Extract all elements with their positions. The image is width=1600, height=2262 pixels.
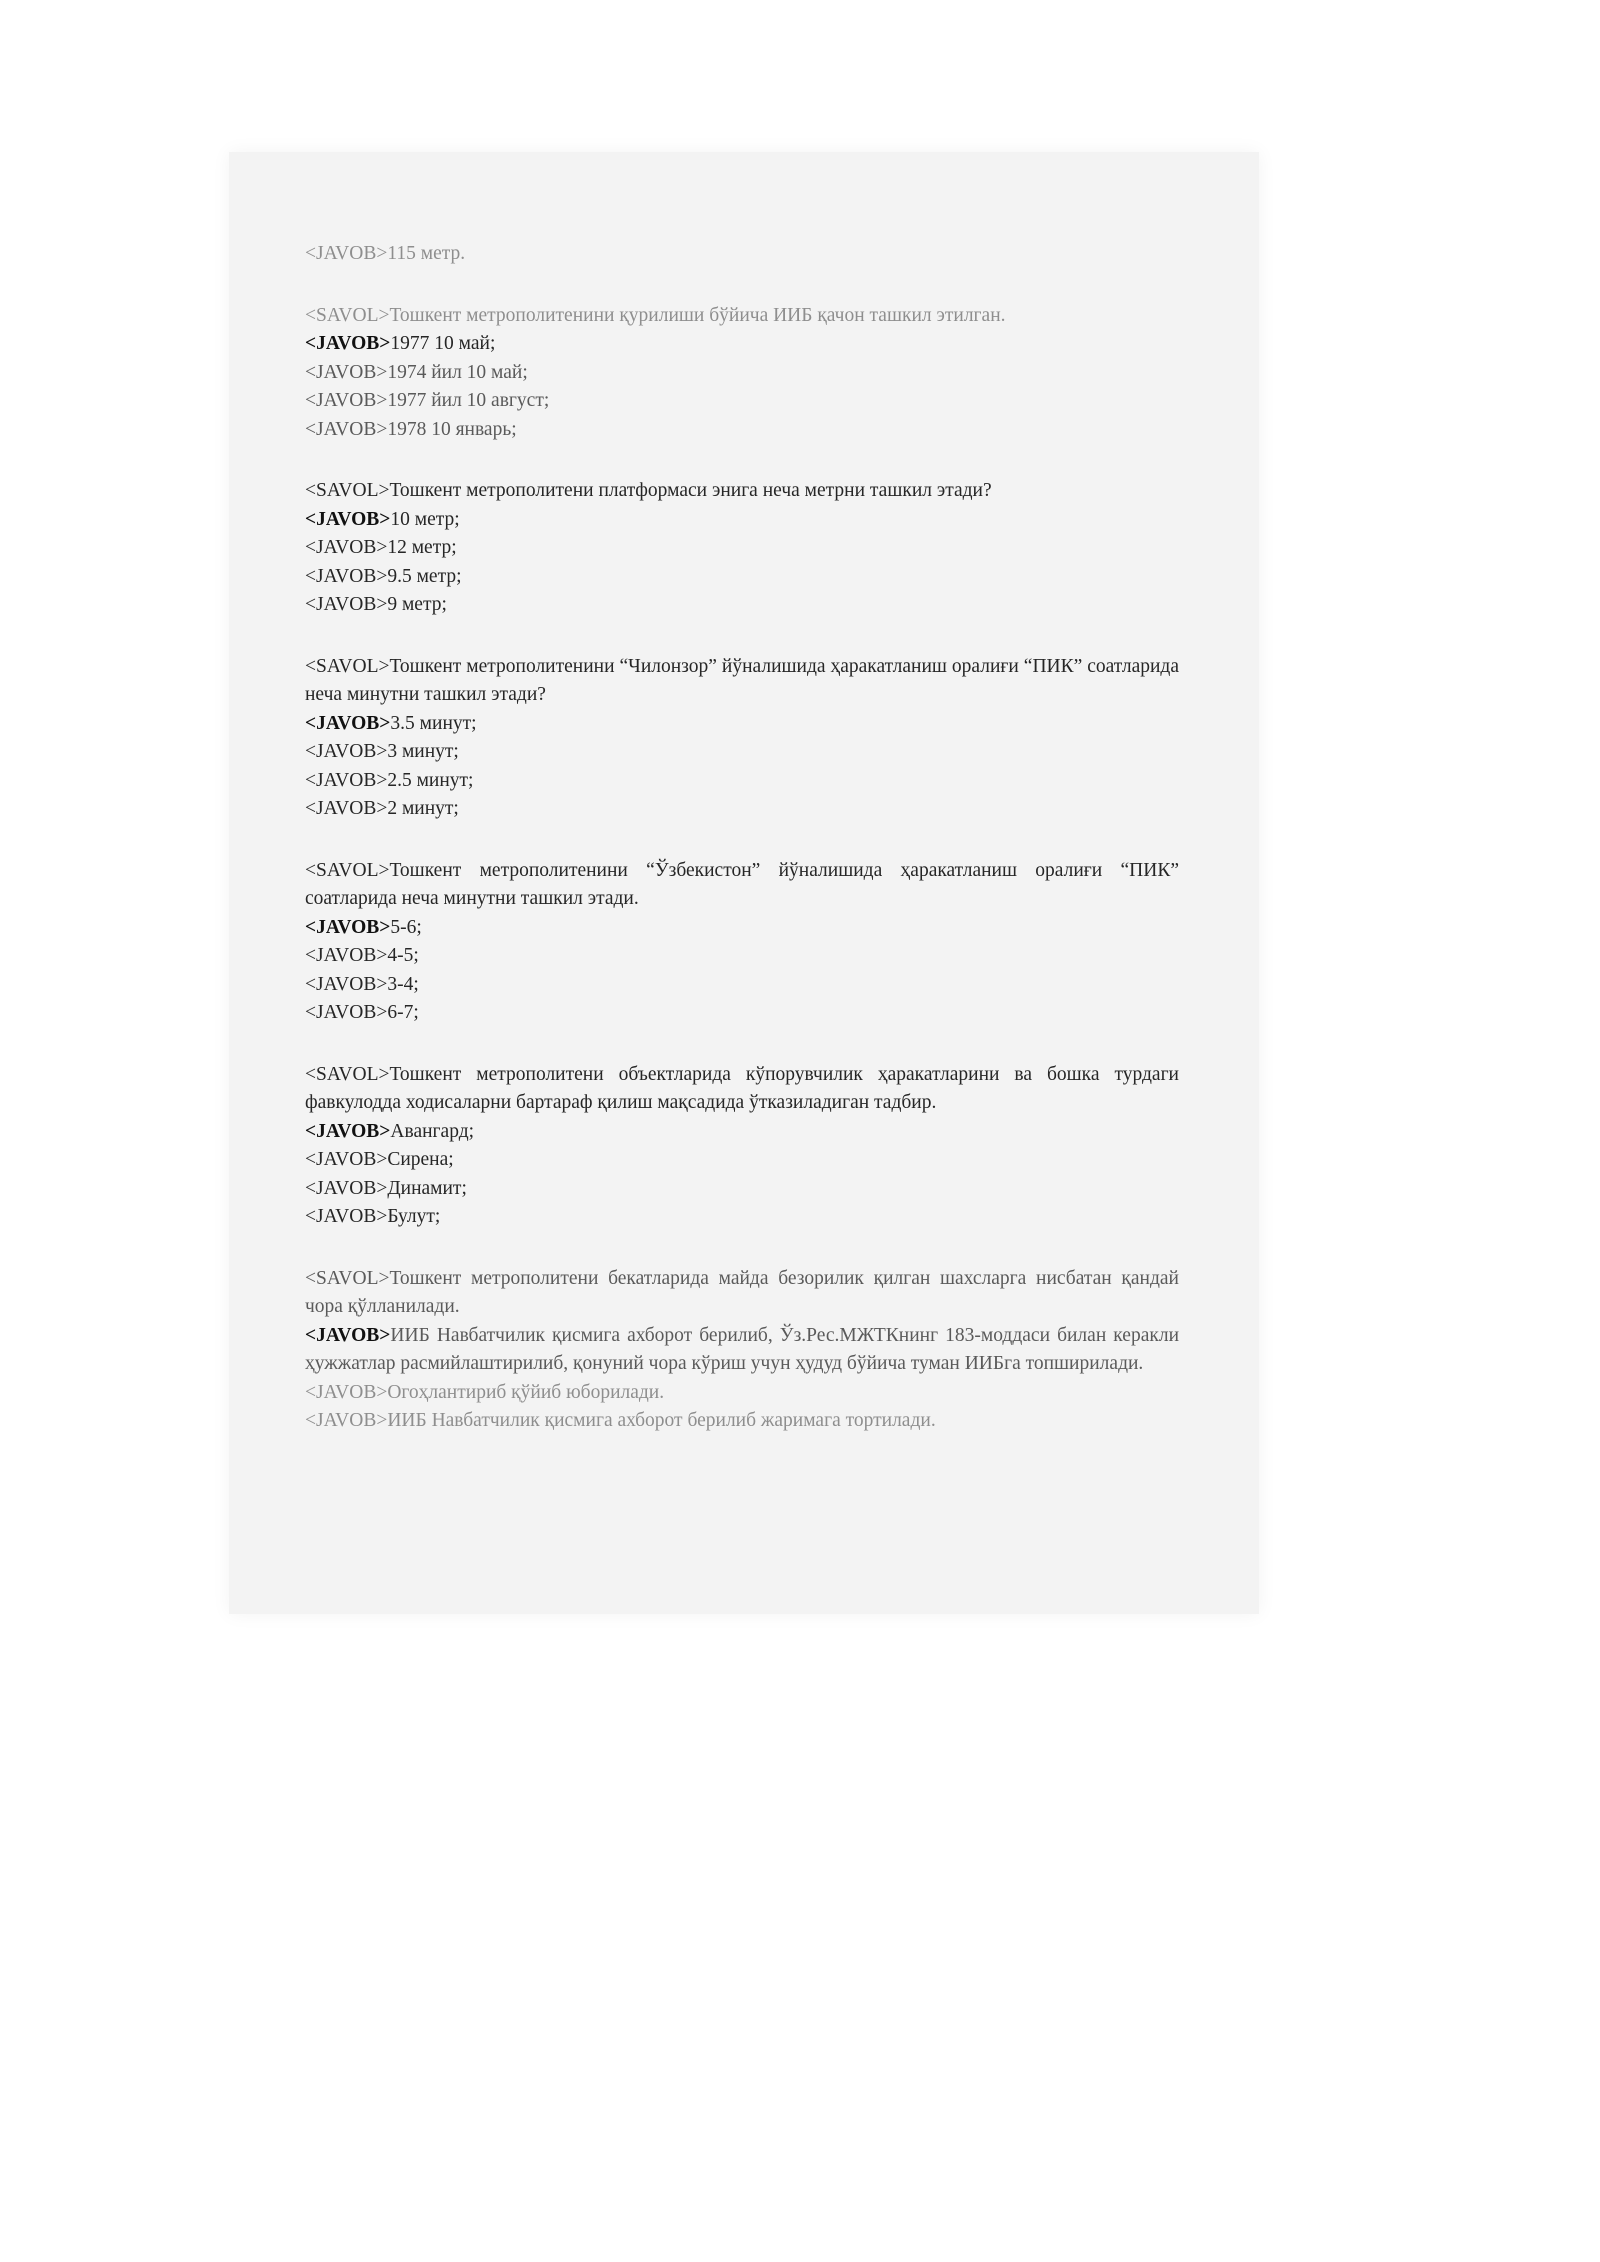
answer-tag: <JAVOB> — [305, 243, 388, 264]
answer-text: 1978 10 январь; — [387, 418, 517, 440]
answer-tag: <JAVOB> — [305, 769, 388, 791]
answer-text: ИИБ Навбатчилик қисмига ахборот берилиб жаримага тортилади. — [387, 1410, 936, 1431]
answer-text: Динамит; — [387, 1177, 467, 1199]
answer-tag: <JAVOB> — [305, 565, 388, 587]
answer-correct — [305, 330, 1179, 359]
question-text: <SAVOL>Тошкент метрополитенини қурилиши бўйича ИИБ қачон ташкил этилган. — [305, 304, 1006, 326]
question-text: <SAVOL>Тошкент метрополитенини “Чилонзор” йўналишида ҳаракатланиш оралиғи “ПИК” соатларида неча минутни ташкил этади? — [305, 655, 1179, 705]
answer-option — [305, 359, 1179, 388]
answer-text: 3.5 минут; — [390, 712, 477, 734]
question-block — [305, 653, 1179, 824]
answer-option — [305, 942, 1179, 971]
answer-text: 9 метр; — [387, 594, 447, 615]
answer-tag: <JAVOB> — [305, 798, 388, 819]
answer-tag: <JAVOB> — [305, 1206, 388, 1227]
answer-tag: <JAVOB> — [305, 916, 391, 938]
answer-option — [305, 1175, 1179, 1204]
answer-tag: <JAVOB> — [305, 1002, 388, 1023]
answer-text: 115 метр. — [387, 243, 466, 264]
answer-text: Авангард; — [390, 1120, 475, 1142]
answer-text: 2.5 минут; — [387, 769, 474, 791]
answer-option — [305, 795, 1179, 824]
question-text: <SAVOL>Тошкент метрополитени платформаси энига неча метрни ташкил этади? — [305, 480, 992, 501]
question-block — [305, 857, 1179, 1028]
document-body — [305, 240, 1179, 1436]
answer-correct — [305, 506, 1179, 535]
answer-option — [305, 971, 1179, 1000]
question-text: <SAVOL>Тошкент метрополитени бекатларида майда безорилик қилган шахсларга нисбатан қандай чора қўлланилади. — [305, 1267, 1179, 1317]
answer-tag: <JAVOB> — [305, 537, 388, 558]
answer-option — [305, 387, 1179, 416]
answer-tag: <JAVOB> — [305, 594, 388, 615]
question-text: <SAVOL>Тошкент метрополитенини “Ўзбекистон” йўналишида ҳаракатланиш оралиғи “ПИК” соатларида неча минутни ташкил этади. — [305, 859, 1179, 909]
answer-tag: <JAVOB> — [305, 1149, 388, 1170]
answer-option — [305, 999, 1179, 1028]
answer-tag: <JAVOB> — [305, 712, 391, 734]
answer-option — [305, 416, 1179, 445]
answer-correct — [305, 1118, 1179, 1147]
answer-option — [305, 563, 1179, 592]
answer-text: 2 минут; — [387, 798, 459, 819]
answer-tag: <JAVOB> — [305, 1381, 388, 1403]
question-block — [305, 477, 1179, 620]
answer-option — [305, 738, 1179, 767]
answer-correct — [305, 1322, 1179, 1379]
answer-option — [305, 1407, 1179, 1436]
answer-tag: <JAVOB> — [305, 508, 391, 530]
answer-text: 1977 йил 10 август; — [387, 390, 550, 411]
answer-text: ИИБ Навбатчилик қисмига ахборот берилиб, Ўз.Рес.МЖТКнинг 183-моддаси билан керакли ҳужжатлар расмийлаштирилиб, қонуний чора кўриш учун ҳудуд бўйича туман ИИБга топширилади. — [305, 1324, 1179, 1374]
answer-text: 9.5 метр; — [387, 565, 462, 587]
answer-option — [305, 534, 1179, 563]
answer-option — [305, 1146, 1179, 1175]
answer-option — [305, 1203, 1179, 1232]
answer-text: 1977 10 май; — [390, 333, 496, 354]
answer-option — [305, 1379, 1179, 1408]
answer-text: Огоҳлантириб қўйиб юборилади. — [387, 1381, 665, 1403]
answer-option — [305, 767, 1179, 796]
answer-tag: <JAVOB> — [305, 1120, 391, 1142]
answer-correct — [305, 710, 1179, 739]
answer-option — [305, 591, 1179, 620]
answer-text: 6-7; — [387, 1002, 419, 1023]
answer-tag: <JAVOB> — [305, 1410, 388, 1431]
answer-text: 12 метр; — [387, 537, 457, 558]
answer-tag: <JAVOB> — [305, 333, 391, 354]
answer-correct — [305, 914, 1179, 943]
answer-tag: <JAVOB> — [305, 1177, 388, 1199]
answer-text: 5-6; — [390, 916, 422, 938]
answer-tag: <JAVOB> — [305, 361, 388, 383]
question-block — [305, 1061, 1179, 1232]
lead-answer — [305, 240, 1179, 269]
answer-tag: <JAVOB> — [305, 1324, 391, 1346]
answer-text: 4-5; — [387, 945, 419, 966]
answer-tag: <JAVOB> — [305, 945, 388, 966]
answer-tag: <JAVOB> — [305, 390, 388, 411]
answer-text: Сирена; — [387, 1149, 454, 1170]
answer-tag: <JAVOB> — [305, 418, 388, 440]
answer-text: 1974 йил 10 май; — [387, 361, 528, 383]
answer-tag: <JAVOB> — [305, 973, 388, 995]
question-text: <SAVOL>Тошкент метрополитени объектларида кўпорувчилик ҳаракатларини ва бошка турдаги фавкулодда ходисаларни бартараф қилиш мақсадида ўтказиладиган тадбир. — [305, 1063, 1179, 1113]
answer-text: 3 минут; — [387, 741, 459, 762]
answer-tag: <JAVOB> — [305, 741, 388, 762]
question-block — [305, 302, 1179, 445]
answer-text: Булут; — [387, 1206, 441, 1227]
answer-text: 3-4; — [387, 973, 419, 995]
answer-text: 10 метр; — [390, 508, 460, 530]
question-block — [305, 1265, 1179, 1436]
